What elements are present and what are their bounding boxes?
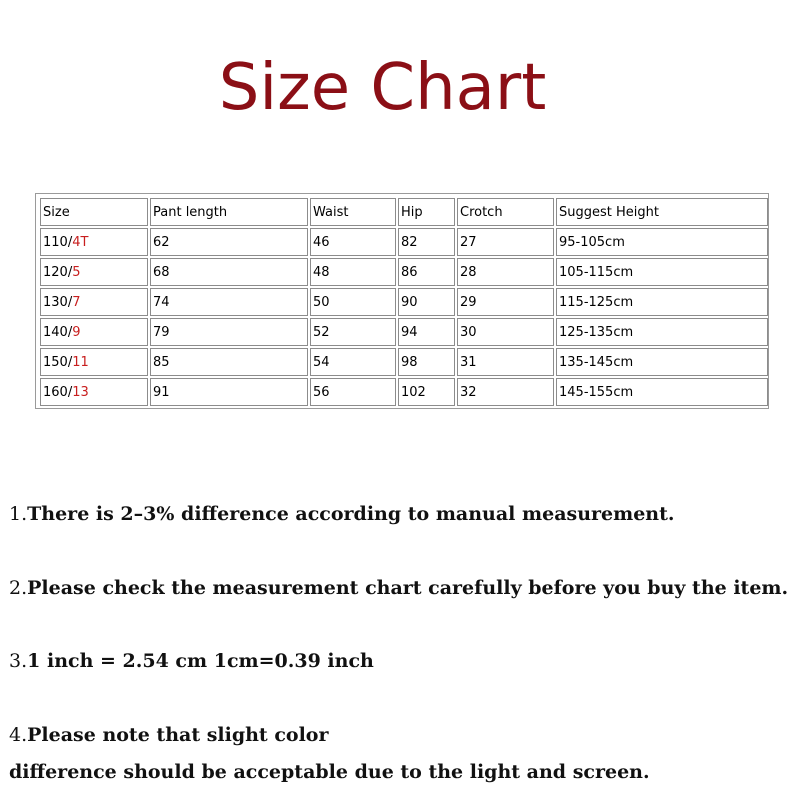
cell-height: 115-125cm: [556, 288, 768, 316]
cell-waist: 52: [310, 318, 396, 346]
header-crotch: Crotch: [457, 198, 554, 226]
cell-waist: 50: [310, 288, 396, 316]
cell-waist: 48: [310, 258, 396, 286]
size-number: 120: [43, 264, 68, 280]
table-row: [40, 258, 768, 286]
table-row: [40, 318, 768, 346]
cell-size: 120/5: [40, 258, 148, 286]
header-size: Size: [40, 198, 148, 226]
size-alt: 4T: [72, 234, 89, 250]
note-number: 2.: [9, 577, 28, 599]
cell-height: 145-155cm: [556, 378, 768, 406]
cell-hip: 86: [398, 258, 455, 286]
note-4: [9, 721, 328, 749]
header-suggest-height: Suggest Height: [556, 198, 768, 226]
table-header-row: [40, 198, 768, 226]
cell-waist: 54: [310, 348, 396, 376]
note-2: [9, 574, 788, 602]
cell-waist: 56: [310, 378, 396, 406]
cell-hip: 94: [398, 318, 455, 346]
header-waist: Waist: [310, 198, 396, 226]
cell-crotch: 27: [457, 228, 554, 256]
size-number: 160: [43, 384, 68, 400]
size-alt: 5: [72, 264, 81, 280]
cell-hip: 102: [398, 378, 455, 406]
table-row: [40, 378, 768, 406]
page-title: Size Chart: [218, 51, 547, 125]
cell-size: 140/9: [40, 318, 148, 346]
cell-waist: 46: [310, 228, 396, 256]
cell-height: 135-145cm: [556, 348, 768, 376]
cell-size: 160/13: [40, 378, 148, 406]
table-row: [40, 348, 768, 376]
cell-height: 105-115cm: [556, 258, 768, 286]
note-text: There is 2–3% difference according to manual measurement.: [27, 503, 675, 525]
cell-crotch: 29: [457, 288, 554, 316]
note-number: 3.: [9, 650, 28, 672]
cell-size: 130/7: [40, 288, 148, 316]
note-1: [9, 500, 675, 528]
cell-crotch: 32: [457, 378, 554, 406]
cell-hip: 82: [398, 228, 455, 256]
size-alt: 7: [72, 294, 81, 310]
header-pant-length: Pant length: [150, 198, 308, 226]
note-text: 1 inch = 2.54 cm 1cm=0.39 inch: [27, 650, 374, 672]
cell-pant-length: 74: [150, 288, 308, 316]
note-number: 4.: [9, 724, 28, 746]
cell-crotch: 28: [457, 258, 554, 286]
cell-pant-length: 79: [150, 318, 308, 346]
cell-height: 125-135cm: [556, 318, 768, 346]
cell-crotch: 30: [457, 318, 554, 346]
cell-pant-length: 68: [150, 258, 308, 286]
note-3: [9, 647, 374, 675]
note-number: 1.: [9, 503, 28, 525]
size-table-frame: [35, 193, 769, 409]
size-number: 140: [43, 324, 68, 340]
cell-hip: 90: [398, 288, 455, 316]
size-alt: 13: [72, 384, 89, 400]
size-table: [38, 196, 770, 408]
note-4-continuation: difference should be acceptable due to the light and screen.: [9, 761, 650, 783]
cell-pant-length: 62: [150, 228, 308, 256]
table-row: [40, 228, 768, 256]
header-hip: Hip: [398, 198, 455, 226]
cell-size: 150/11: [40, 348, 148, 376]
cell-size: 110/4T: [40, 228, 148, 256]
table-row: [40, 288, 768, 316]
cell-hip: 98: [398, 348, 455, 376]
size-alt: 11: [72, 354, 89, 370]
note-text: Please note that slight color: [27, 724, 329, 746]
cell-pant-length: 85: [150, 348, 308, 376]
size-number: 110: [43, 234, 68, 250]
size-number: 150: [43, 354, 68, 370]
size-number: 130: [43, 294, 68, 310]
cell-pant-length: 91: [150, 378, 308, 406]
cell-crotch: 31: [457, 348, 554, 376]
cell-height: 95-105cm: [556, 228, 768, 256]
note-text: Please check the measurement chart carefully before you buy the item.: [27, 577, 789, 599]
size-alt: 9: [72, 324, 81, 340]
